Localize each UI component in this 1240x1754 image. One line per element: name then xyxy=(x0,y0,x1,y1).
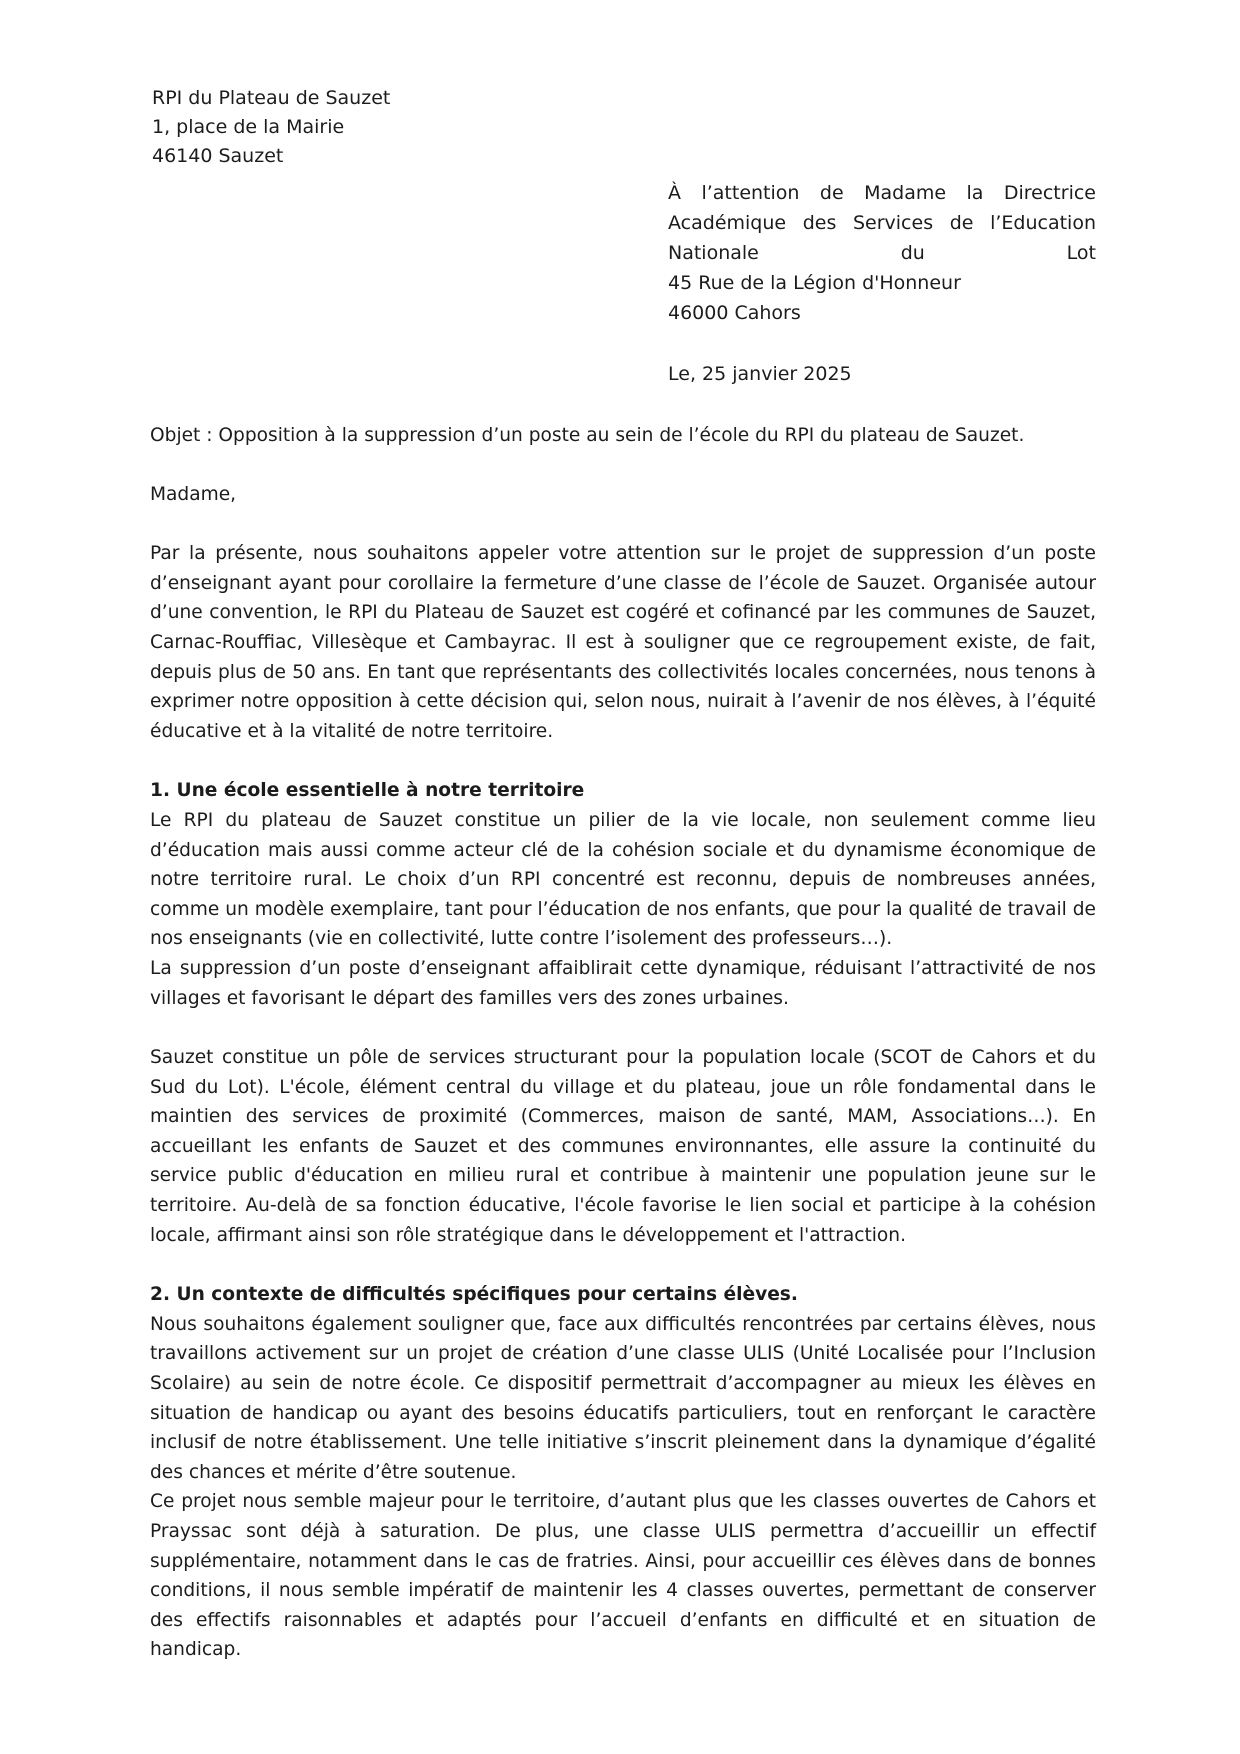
section-1-paragraph-2: La suppression d’un poste d’enseignant affaiblirait cette dynamique, réduisant l’attractivité de nos villages et favorisant le départ des familles vers des zones urbaines. xyxy=(150,957,1096,1009)
sender-address: 1, place de la Mairie xyxy=(152,116,345,138)
recipient-line: À l’attention de Madame la Directrice Académique des Services de l’Education Nationale du Lot xyxy=(668,182,1096,264)
sender-city: 46140 Sauzet xyxy=(152,145,284,167)
section-1-paragraph-1: Le RPI du plateau de Sauzet constitue un pilier de la vie locale, non seulement comme lieu d’éducation mais aussi comme acteur clé de la cohésion sociale et du dynamisme économique de notre territoire rural. Le choix d’un RPI concentré est reconnu, depuis de nombreuses années, comme un modèle exemplaire, tant pour l’éducation de nos enfants, que pour la qualité de travail de nos enseignants (vie en collectivité, lutte contre l’isolement des professeurs…). xyxy=(150,809,1096,950)
section-1-heading: 1. Une école essentielle à notre territoire xyxy=(150,780,585,802)
section-2-paragraph-1: Nous souhaitons également souligner que, face aux difficultés rencontrées par certains élèves, nous travaillons activement sur un projet de création d’une classe ULIS (Unité Localisée pour l’Inclusion Scolaire) au sein de notre école. Ce dispositif permettrait d’accompagner au mieux les élèves en situation de handicap ou ayant des besoins éducatifs particuliers, tout en renforçant le caractère inclusif de notre établissement. Une telle initiative s’inscrit pleinement dans la dynamique d’égalité des chances et mérite d’être soutenue. xyxy=(150,1313,1096,1483)
letter-body xyxy=(150,421,1096,1665)
intro-paragraph: Par la présente, nous souhaitons appeler votre attention sur le projet de suppression d’un poste d’enseignant ayant pour corollaire la fermeture d’une classe de l’école de Sauzet. Organisée autour d’une convention, le RPI du Plateau de Sauzet est cogéré et cofinancé par les communes de Sauzet, Carnac-Rouffiac, Villesèque et Cambayrac. Il est à souligner que ce regroupement existe, de fait, depuis plus de 50 ans. En tant que représentants des collectivités locales concernées, nous tenons à exprimer notre opposition à cette décision qui, selon nous, nuirait à l’avenir de nos élèves, à l’équité éducative et à la vitalité de notre territoire. xyxy=(150,543,1096,742)
section-1-paragraph-3: Sauzet constitue un pôle de services structurant pour la population locale (SCOT de Cahors et du Sud du Lot). L'école, élément central du village et du plateau, joue un rôle fondamental dans le maintien des services de proximité (Commerces, maison de santé, MAM, Associations…). En accueillant les enfants de Sauzet et des communes environnantes, elle assure la continuité du service public d'éducation en milieu rural et contribue à maintenir une population jeune sur le territoire. Au-delà de sa fonction éducative, l'école favorise le lien social et participe à la cohésion locale, affirmant ainsi son rôle stratégique dans le développement et l'attraction. xyxy=(150,1047,1096,1246)
section-2-paragraph-2: Ce projet nous semble majeur pour le territoire, d’autant plus que les classes ouvertes de Cahors et Prayssac sont déjà à saturation. De plus, une classe ULIS permettra d’accueillir un effectif supplémentaire, notamment dans le cas de fratries. Ainsi, pour accueillir ces élèves dans de bonnes conditions, il nous semble impératif de maintenir les 4 classes ouvertes, permettant de conserver des effectifs raisonnables et adaptés pour l’accueil d’enfants en difficulté et en situation de handicap. xyxy=(150,1491,1096,1661)
recipient-block xyxy=(668,178,1096,328)
section-2-heading: 2. Un contexte de difficultés spécifiques pour certains élèves. xyxy=(150,1284,798,1306)
sender-name: RPI du Plateau de Sauzet xyxy=(152,87,391,109)
recipient-city: 46000 Cahors xyxy=(668,302,801,324)
salutation: Madame, xyxy=(150,483,237,505)
letter-date: Le, 25 janvier 2025 xyxy=(668,363,852,385)
recipient-address: 45 Rue de la Légion d'Honneur xyxy=(668,272,961,294)
letter-object: Objet : Opposition à la suppression d’un poste au sein de l’école du RPI du plateau de Sauzet. xyxy=(150,425,1025,446)
sender-block xyxy=(152,84,390,171)
